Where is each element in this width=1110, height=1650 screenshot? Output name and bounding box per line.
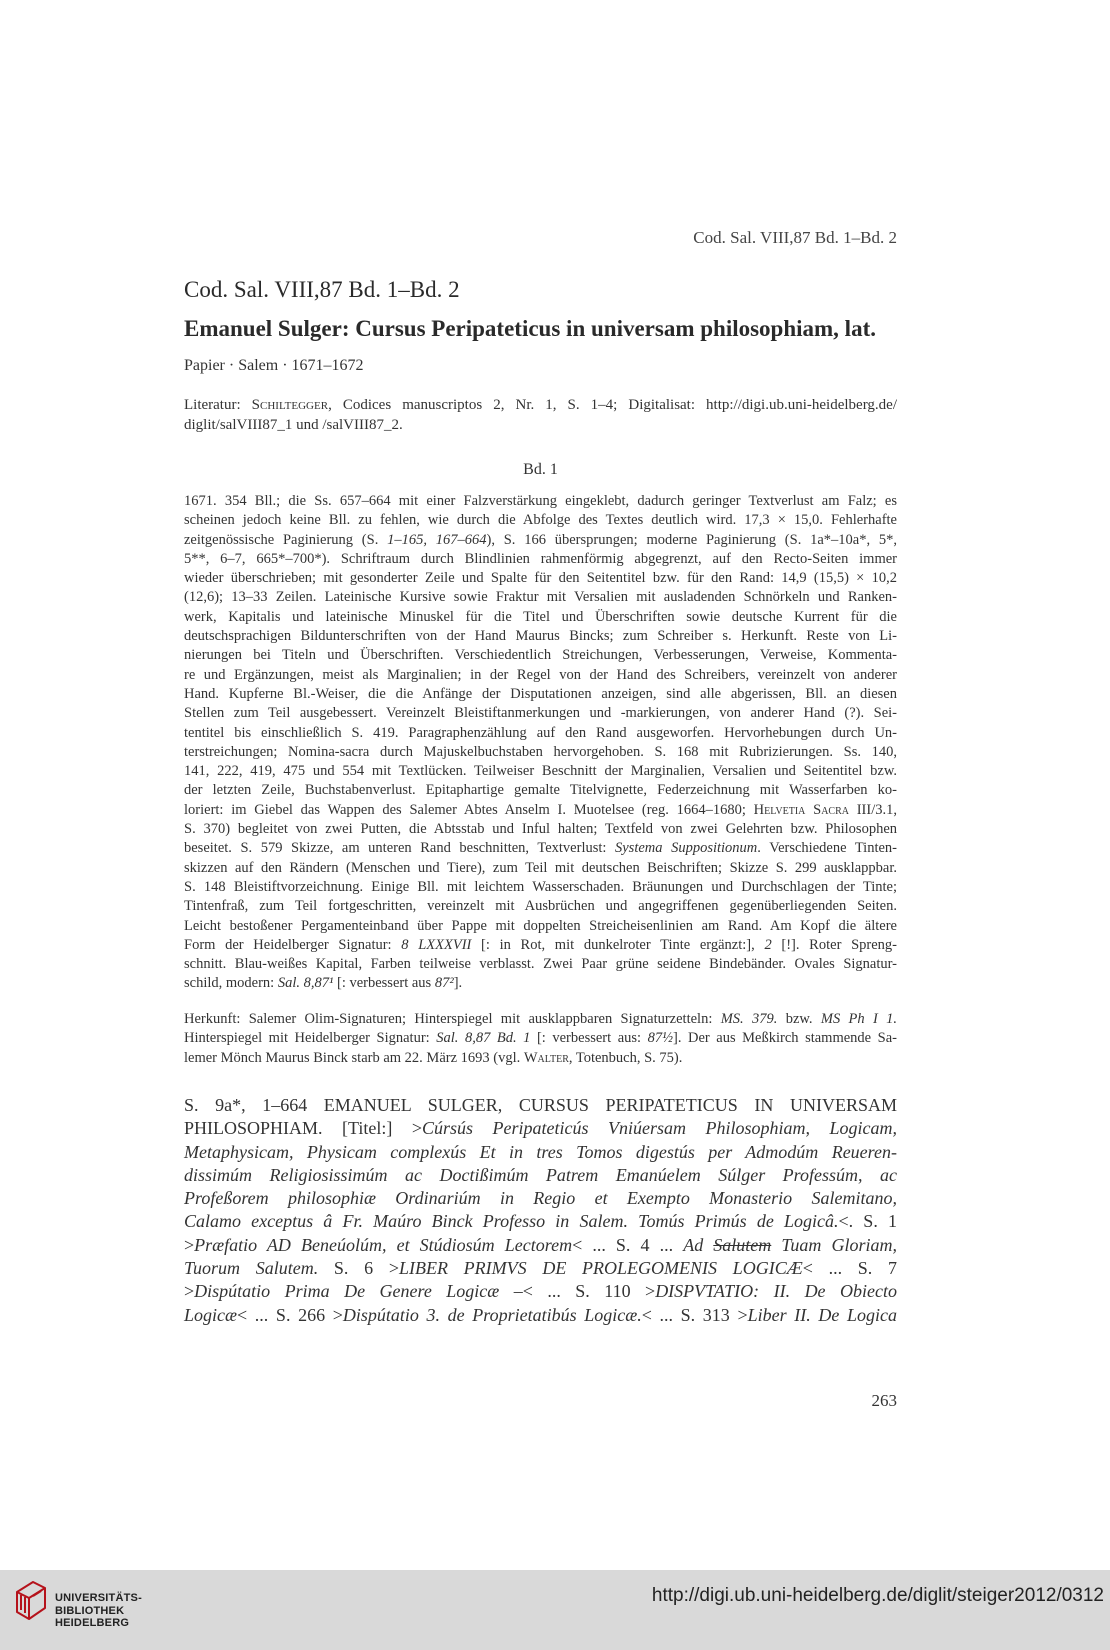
text-run: nierungen bei Titeln und Überschriften. Verschiedentlich Streichungen, Verbesserungen, Verweise, Kommenta- [184, 647, 897, 664]
text-run: S. 6 > [318, 1258, 399, 1279]
description-line [184, 820, 897, 839]
text-run: ]. Der aus Meßkirch stammende Sa- [672, 1030, 897, 1047]
text-run: < ... S. 7 [802, 1258, 897, 1279]
text-run: [: verbessert aus: [530, 1030, 648, 1047]
text-run: re und Ergänzungen, meist als Marginalien; in der Regel von der Hand des Schreibers, vereinzelt von anderer [184, 666, 897, 683]
text-run: loriert: im Giebel das Wappen des Salemer Abtes Anselm I. Muotelsee (reg. 1664–1680; [184, 801, 754, 818]
entry-meta: Papier · Salem · 1671–1672 [184, 357, 364, 374]
text-run: Tintenfraß, zum Teil fortgeschritten, vereinzelt mit Ausbrüchen und angegriffenen gegenüberliegenden Seiten. [184, 898, 897, 915]
page-number: 263 [871, 1391, 897, 1410]
logo-line: UNIVERSITÄTS- [55, 1592, 142, 1604]
contents-line [184, 1164, 897, 1187]
text-run: Form der Heidelberger Signatur: [184, 936, 402, 953]
logo-line: BIBLIOTHEK [55, 1604, 125, 1617]
text-run: ), S. 166 übersprungen; moderne Paginierung (S. 1a*–10a*, 5*, [486, 531, 897, 548]
description-line [184, 839, 897, 858]
description-line [184, 781, 897, 800]
description-line [184, 936, 897, 955]
text-run: Stellen zum Teil ausgebessert. Vereinzelt Bleistiftanmerkungen und -markierungen, von anderer Hand (?). Sei- [184, 705, 897, 722]
contents-line [184, 1117, 897, 1140]
text-run: <. S. 1 [838, 1211, 897, 1232]
italic-text: MS. 379. [720, 1011, 778, 1027]
text-run: , Codices manuscriptos 2, Nr. 1, S. 1–4; Digitalisat: http://digi.ub.uni-heidelberg.de/ [328, 397, 897, 413]
description-line [184, 955, 897, 974]
provenance-paragraph [184, 1010, 897, 1068]
text-run: [!]. Roter Spreng- [771, 936, 897, 953]
text-run: , Totenbuch, S. 75). [568, 1049, 683, 1066]
footer-url: http://digi.ub.uni-heidelberg.de/diglit/steiger2012/0312 [651, 1585, 1104, 1606]
text-run: schild, modern: [184, 975, 278, 992]
small-caps-text: Helvetia Sacra [753, 801, 849, 818]
contents-line [184, 1094, 897, 1117]
provenance-line [184, 1010, 897, 1029]
description-line [184, 762, 897, 781]
text-run: < ... S. 4 ... [572, 1234, 684, 1255]
text-run: schnitt. Blau-weißes Kapital, Farben teilweise verblasst. Zwei Paar grüne seidene Bindebänder. Ovales Signatur- [184, 956, 897, 973]
italic-text: Tuam Gloriam, [771, 1234, 897, 1255]
text-run: S. 9a*, 1–664 EMANUEL SULGER, CURSUS PERIPATETICUS IN UNIVERSAM [184, 1095, 897, 1115]
italic-text: Profeßorem philosophiæ Ordinariúm in Regio et Exempto Monasterio Salemitano, [184, 1188, 897, 1209]
text-run: Hinterspiegel mit Heidelberger Signatur: [184, 1030, 437, 1047]
description-line [184, 492, 897, 511]
entry-title: Emanuel Sulger: Cursus Peripateticus in universam philosophiam, lat. [184, 316, 876, 341]
text-run: < ... S. 313 > [641, 1304, 748, 1325]
contents-line [184, 1187, 897, 1210]
volume-heading: Bd. 1 [523, 461, 558, 478]
text-run: beseitet. S. 579 Skizze, am unteren Rand beschnitten, Textverlust: [184, 840, 615, 857]
text-run: Herkunft: Salemer Olim-Signaturen; Hinterspiegel mit ausklappbaren Signaturzetteln: [184, 1011, 721, 1027]
text-run: > [184, 1281, 195, 1302]
description-line [184, 531, 897, 550]
text-run: werk, Kapitalis und lateinische Minuskel für die Titel und Überschriften sowie deutsche Kurrent für die [184, 608, 897, 625]
text-run: diglit/salVIII87_1 und /salVIII87_2. [184, 417, 403, 433]
text-run: [: in Rot, mit dunkelroter Tinte ergänzt:], [471, 936, 765, 953]
provenance-line [184, 1049, 897, 1068]
description-line [184, 685, 897, 704]
entry-shelfmark: Cod. Sal. VIII,87 Bd. 1–Bd. 2 [184, 277, 460, 302]
description-line [184, 878, 897, 897]
italic-text: LIBER PRIMVS DE PROLEGOMENIS LOGICÆ [398, 1258, 803, 1279]
description-line [184, 511, 897, 530]
text-run: tentitel bis einschließlich S. 419. Paragraphenzählung auf den Rand ausgeworfen. Hervorhebungen durch Un- [184, 724, 897, 741]
text-run: terstreichungen; Nomina-sacra durch Majuskelbuchstaben hervorgehoben. S. 168 mit Rubrizierungen. Ss. 140, [184, 743, 897, 760]
description-line [184, 917, 897, 936]
running-header: Cod. Sal. VIII,87 Bd. 1–Bd. 2 [693, 228, 897, 247]
description-paragraph [184, 492, 897, 994]
text-run: Literatur: [184, 397, 252, 413]
text-run: III/3.1, [848, 801, 897, 818]
small-caps-text: Walter [523, 1049, 569, 1066]
footer-bar [0, 1570, 1110, 1650]
text-run: der letzten Zeile, Buchstabenverlust. Epitaphartige gemalte Titelvignette, Federzeichnung mit Wasserfarben ko- [184, 782, 897, 799]
italic-text: 1–165, 167–664 [387, 531, 487, 548]
contents-paragraph [184, 1094, 897, 1327]
italic-text: Sal. 8,87¹ [277, 975, 334, 992]
text-run: zeitgenössische Paginierung (S. [184, 531, 388, 548]
description-line [184, 550, 897, 569]
italic-text: 87½ [647, 1030, 673, 1047]
text-run: . Verschiedene Tinten- [757, 840, 897, 857]
provenance-line [184, 1029, 897, 1048]
text-run: S. 370) begleitet von zwei Putten, die Abtsstab und Inful halten; Textfeld von zwei Gelehrten bzw. Philosophen [184, 821, 897, 838]
italic-text: Systema Suppositionum [615, 840, 758, 857]
description-line [184, 666, 897, 685]
description-line [184, 646, 897, 665]
description-line [184, 704, 897, 723]
italic-text: DISPVTATIO: II. De Obiecto [655, 1281, 897, 1302]
library-logo-text [55, 1592, 142, 1630]
logo-line: HEIDELBERG [55, 1617, 130, 1630]
text-run: [: verbessert aus [333, 975, 435, 992]
italic-text: Tuorum Salutem. [184, 1258, 319, 1279]
text-run: Leicht bestoßener Pergamenteinband über Pappe mit doppelten Streicheisenlinien am Rand. Am Kopf die ältere [184, 917, 897, 934]
description-line [184, 627, 897, 646]
small-caps-text: Schiltegger [251, 397, 329, 413]
text-run: wieder überschrieben; mit gesonderter Zeile und Spalte für den Seitentitel bzw. für den Rand: 14,9 (15,5) × 10,2 [184, 570, 897, 587]
literature-line [184, 415, 897, 435]
description-line [184, 608, 897, 627]
italic-text: Metaphysicam, Physicam complexús Et in tres Tomos digestús per Admodúm Reueren- [184, 1141, 897, 1162]
description-line [184, 801, 897, 820]
text-run: lemer Mönch Maurus Binck starb am 22. März 1693 (vgl. [184, 1049, 524, 1066]
description-line [184, 569, 897, 588]
text-run: S. 148 Bleistiftvorzeichnung. Einige Bll. mit leichtem Wasserschaden. Bräunungen und Durchschlagen der Tinte; [184, 878, 897, 895]
struck-text: Salutem [713, 1234, 772, 1255]
text-run: ]. [453, 975, 463, 992]
contents-line [184, 1304, 897, 1327]
contents-line [184, 1257, 897, 1280]
description-line [184, 974, 897, 993]
text-run: 5**, 6–7, 665*–700*). Schriftraum durch Blindlinien rahmenförmig abgegrenzt, auf den Recto-Seiten immer [184, 550, 897, 567]
description-line [184, 588, 897, 607]
description-line [184, 724, 897, 743]
contents-line [184, 1280, 897, 1303]
italic-text: 87² [434, 975, 454, 992]
text-run: > [184, 1234, 195, 1255]
italic-text: Logicæ [184, 1304, 238, 1325]
italic-text: Præfatio AD Beneúolúm, et Stúdiosúm Lectorem [194, 1234, 573, 1255]
text-run: bzw. [777, 1011, 821, 1027]
description-line [184, 859, 897, 878]
text-run: < ... S. 266 > [237, 1304, 343, 1325]
italic-text: Dispútatio 3. de Proprietatibús Logicæ. [342, 1304, 642, 1325]
text-run: PHILOSOPHIAM. [Titel:] > [184, 1118, 423, 1139]
text-run: skizzen auf den Rändern (Menschen und Tiere), zum Teil mit deutschen Beischriften; Skizze S. 299 ausklappbar. [184, 859, 897, 876]
library-logo-icon [14, 1577, 48, 1621]
literature-line [184, 395, 897, 415]
italic-text: Cúrsús Peripateticús Vniúersam Philosophiam, Logicam, [422, 1118, 897, 1139]
literature-paragraph [184, 395, 897, 435]
text-run: < ... S. 110 > [522, 1281, 656, 1302]
description-line [184, 897, 897, 916]
contents-line [184, 1141, 897, 1164]
text-run: 1671. 354 Bll.; die Ss. 657–664 mit einer Falzverstärkung eingeklebt, dadurch geringer Textverlust am Falz; es [184, 493, 897, 509]
italic-text: 2 [764, 936, 772, 953]
italic-text: Ad [683, 1234, 714, 1255]
text-run: Hand. Kupferne Bl.-Weiser, die die Anfänge der Disputationen anzeigen, sind alle abgerissen, Bll. an diesen [184, 685, 897, 702]
contents-line [184, 1210, 897, 1233]
italic-text: Sal. 8,87 Bd. 1 [436, 1030, 531, 1047]
italic-text: dissimúm Religiosissimúm ac Doctißimúm Patrem Emanúelem Súlger Professúm, ac [184, 1164, 897, 1185]
contents-line [184, 1234, 897, 1257]
italic-text: Dispútatio Prima De Genere Logicæ – [194, 1281, 523, 1302]
italic-text: Calamo exceptus â Fr. Maúro Binck Professo in Salem. Tomús Primús de Logicâ. [184, 1211, 839, 1232]
description-line [184, 743, 897, 762]
italic-text: MS Ph I 1. [820, 1011, 898, 1027]
text-run: deutschsprachigen Bildunterschriften von der Hand Maurus Bincks; zum Schreiber s. Herkunft. Reste von Li- [184, 628, 897, 645]
text-run: (12,6); 13–33 Zeilen. Lateinische Kursive sowie Fraktur mit Versalien mit ausladenden Schnörkeln und Ranken- [184, 589, 897, 606]
text-run: scheinen jedoch keine Bll. zu fehlen, wie durch die Abfolge des Textes deutlich wird. 17,3 × 15,0. Fehlerhafte [184, 512, 897, 529]
italic-text: 8 LXXXVII [401, 936, 472, 953]
text-run: 141, 222, 419, 475 und 554 mit Textlücken. Teilweiser Beschnitt der Marginalien, Versalien und Seitentitel bzw. [184, 763, 897, 780]
italic-text: Liber II. De Logica [747, 1304, 897, 1325]
